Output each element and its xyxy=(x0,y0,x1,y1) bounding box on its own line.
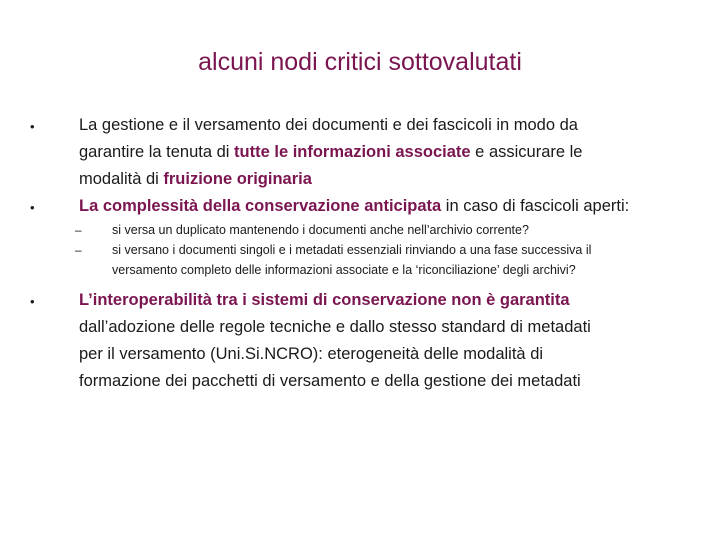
bullet-1-line-2-text: garantire la tenuta di xyxy=(79,143,235,161)
bullet-1-line-2 xyxy=(79,139,679,166)
sub-item-1-line: si versa un duplicato mantenendo i documenti anche nell’archivio corrente? xyxy=(112,223,529,237)
slide-title: alcuni nodi critici sottovalutati xyxy=(198,48,522,76)
sub-item-2 xyxy=(112,240,677,280)
bullet-2-emphasis: La complessità della conservazione anticipata xyxy=(79,197,442,215)
bullet-marker-2: • xyxy=(30,200,35,215)
bullet-1-emphasis-1: tutte le informazioni associate xyxy=(234,143,471,161)
bullet-marker-1: • xyxy=(30,119,35,134)
bullet-1-text xyxy=(79,112,679,193)
bullet-1-line-3 xyxy=(79,166,679,193)
bullet-1-line-1: La gestione e il versamento dei documenti e dei fascicoli in modo da xyxy=(79,116,578,134)
bullet-1-line-3-text: modalità di xyxy=(79,170,164,188)
bullet-3-line-3: per il versamento (Uni.Si.NCRO): eterogeneità delle modalità di xyxy=(79,345,544,363)
bullet-2-rest: in caso di fascicoli aperti: xyxy=(441,197,630,215)
sub-item-2-line-1: si versano i documenti singoli e i metadati essenziali rinviando a una fase successiva il xyxy=(112,243,592,257)
bullet-3-emphasis: L’interoperabilità tra i sistemi di conservazione non è garantita xyxy=(79,291,570,309)
bullet-1-emphasis-2: fruizione originaria xyxy=(163,170,312,188)
sub-item-2-line-2: versamento completo delle informazioni associate e la ‘riconciliazione’ degli archivi? xyxy=(112,263,576,277)
sub-dash-1: – xyxy=(75,223,82,237)
bullet-2-text xyxy=(79,193,679,220)
bullet-3-line-4: formazione dei pacchetti di versamento e della gestione dei metadati xyxy=(79,372,581,390)
sub-item-1 xyxy=(112,220,677,240)
bullet-3-text xyxy=(79,287,679,395)
bullet-3-line-2: dall’adozione delle regole tecniche e dallo stesso standard di metadati xyxy=(79,318,591,336)
bullet-1-line-2-end: e assicurare le xyxy=(470,143,583,161)
bullet-marker-3: • xyxy=(30,294,35,309)
sub-dash-2: – xyxy=(75,243,82,257)
